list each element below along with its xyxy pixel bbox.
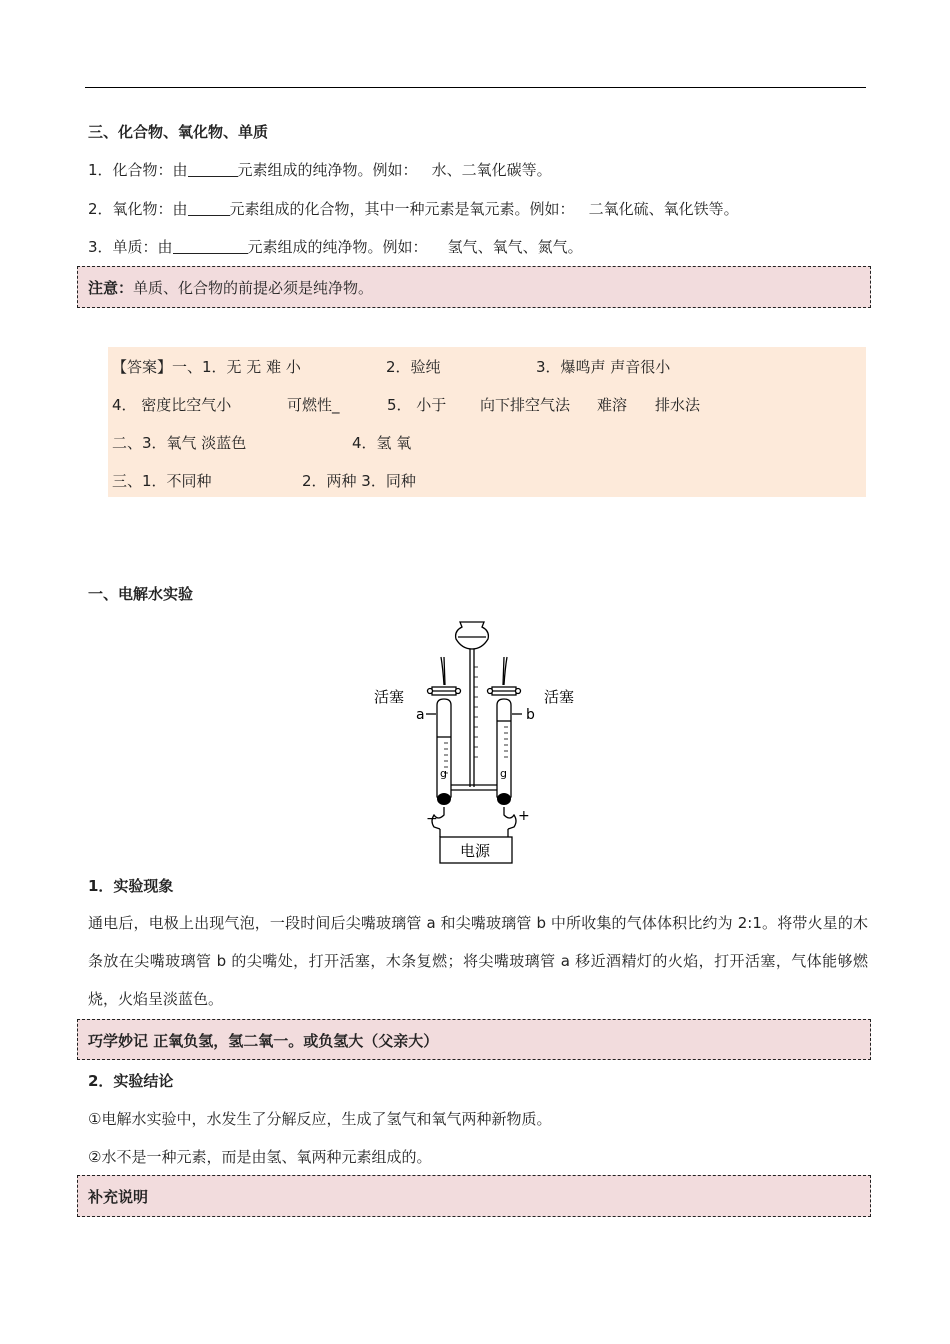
svg-text:g: g [440,767,447,780]
answer-line-2f: 排水法 [655,396,701,414]
answer-line-2c: 5． 小于 [387,396,447,414]
blank [188,201,230,216]
electrolysis-apparatus-diagram [368,617,584,865]
top-rule [85,87,866,88]
electrode-a [437,793,451,805]
note-box [77,266,871,308]
right-valve-label: 活塞 [544,688,575,706]
answer-line-2e: 难溶 [597,396,628,414]
answer-line-2d: 向下排空气法 [480,396,571,414]
tube-a-label: a [416,707,425,723]
answer-line-3b: 4．氢 氧 [352,434,412,452]
answer-line-4b: 2．两种 3．同种 [302,472,416,490]
power-label: 电源 [460,842,491,860]
conclusion-item-2: ②水不是一种元素，而是由氢、氧两种元素组成的。 [88,1148,432,1166]
positive-sign: + [518,808,530,824]
compound-definition: 1．化合物：由 元素组成的纯净物。例如： 水、二氧化碳等。 [88,161,552,179]
mnemonic-box [77,1019,871,1060]
funnel-reservoir [456,622,489,649]
section1-heading: 一、电解水实验 [88,585,194,603]
note-text: 单质、化合物的前提必须是纯净物。 [133,279,374,297]
supplement-box [77,1175,871,1217]
supplement-label: 补充说明 [88,1188,149,1206]
answer-line-1c: 3．爆鸣声 声音很小 [536,358,671,376]
answer-line-1: 【答案】一、1．无 无 难 小 [112,358,301,376]
answer-box [108,347,866,497]
svg-text:g: g [500,767,507,780]
note-label: 注意： [88,279,134,297]
phenomena-text: 通电后，电极上出现气泡，一段时间后尖嘴玻璃管 a 和尖嘴玻璃管 b 中所收集的气体体积比约为 2:1。将带火星的木条放在尖嘴玻璃管 b 的尖嘴处，打开活塞，木条复燃；将尖嘴玻璃管 a 移近酒精灯的火焰，打开活塞，气体能够燃烧，火焰呈淡蓝色。 [88,914,868,1008]
answer-line-2b: 可燃性_ [287,396,340,414]
conclusion-item-1: ①电解水实验中，水发生了分解反应，生成了氢气和氧气两种新物质。 [88,1110,552,1128]
mnemonic-text: 巧学妙记 正氧负氢，氢二氧一。或负氢大（父亲大） [88,1032,439,1050]
conclusion-heading: 2．实验结论 [88,1072,174,1090]
tube-a [437,699,451,800]
element-definition: 3．单质：由 元素组成的纯净物。例如： 氢气、氧气、氮气。 [88,238,583,256]
electrode-b [497,793,511,805]
blank [173,239,248,254]
left-valve-label: 活塞 [374,688,405,706]
tube-b-label: b [526,707,535,723]
tube-b [497,699,511,800]
answer-line-1b: 2．验纯 [386,358,441,376]
blank [188,162,238,177]
section3-heading: 三、化合物、氧化物、单质 [88,123,269,141]
oxide-definition: 2．氧化物：由 元素组成的化合物，其中一种元素是氧元素。例如： 二氧化硫、氧化铁等。 [88,200,739,218]
phenomena-heading: 1．实验现象 [88,877,174,895]
answer-line-2a: 4． 密度比空气小 [112,396,232,414]
answer-line-3a: 二、3．氧气 淡蓝色 [112,434,247,452]
negative-sign: − [426,811,438,827]
answer-line-4a: 三、1．不同种 [112,472,212,490]
